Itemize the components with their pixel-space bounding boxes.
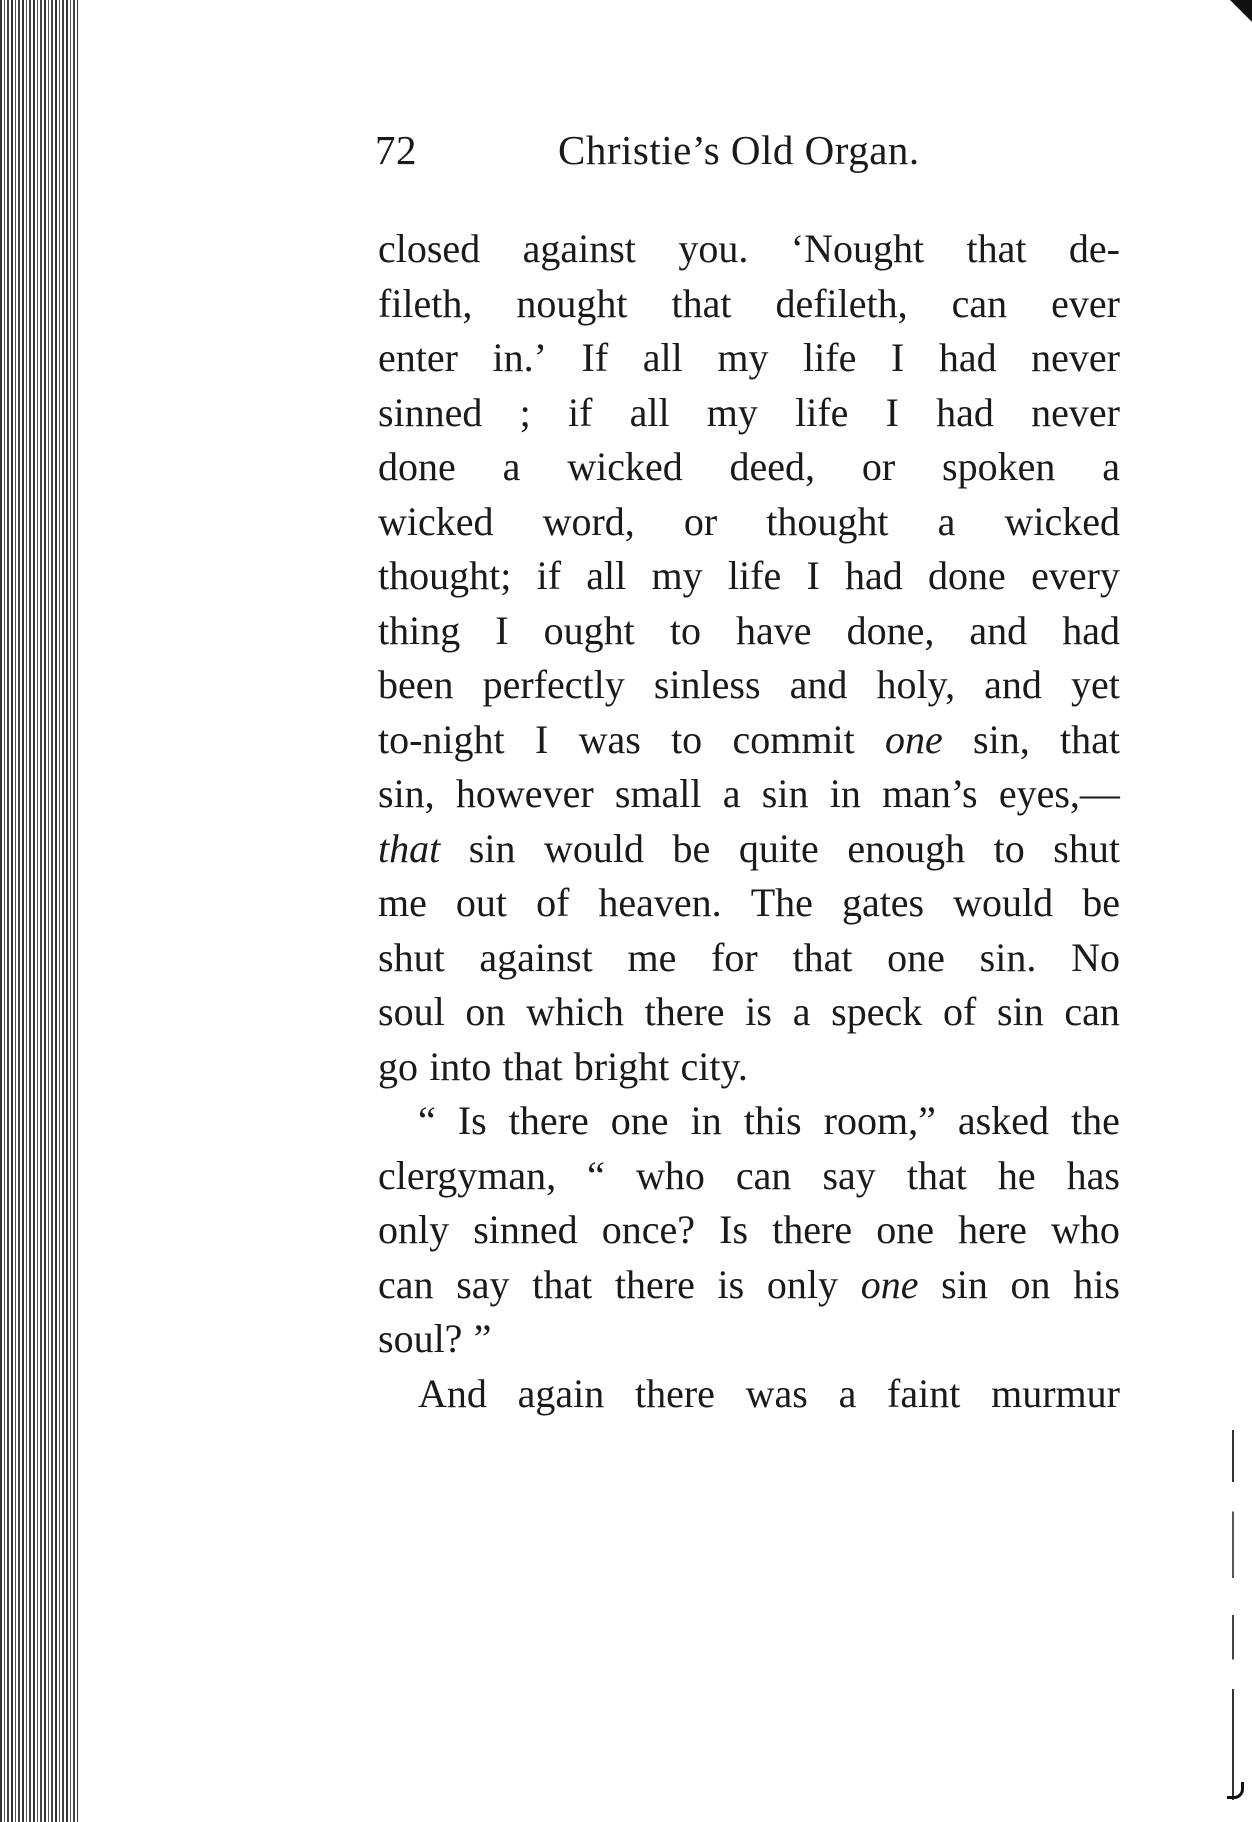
word: city.	[680, 1043, 748, 1089]
word: has	[1066, 1152, 1120, 1198]
word: go	[378, 1043, 418, 1089]
word: and	[984, 662, 1042, 707]
word: asked	[957, 1098, 1049, 1143]
running-head	[375, 126, 1120, 176]
word: I	[890, 335, 905, 380]
word: a	[722, 771, 741, 816]
word: had	[845, 553, 903, 598]
word: to	[671, 716, 703, 762]
text-line	[378, 331, 1120, 386]
word: sin	[468, 825, 516, 871]
word: wicked	[567, 444, 683, 489]
word: quite	[738, 825, 819, 871]
word: be	[672, 825, 711, 871]
word: out	[455, 880, 508, 925]
word: a	[937, 498, 956, 544]
word: to	[993, 825, 1025, 871]
word: of	[536, 880, 570, 925]
text-line	[378, 1312, 1120, 1367]
word: you.	[678, 226, 749, 271]
word: de-	[1068, 226, 1120, 271]
text-line	[378, 1258, 1120, 1313]
book-spine-edge	[0, 0, 78, 1822]
word: murmur	[991, 1370, 1120, 1416]
word: been	[378, 662, 454, 707]
word: sin	[941, 1261, 988, 1307]
word: “	[418, 1098, 436, 1143]
word: that	[671, 280, 732, 326]
word: against	[522, 226, 636, 271]
text-line	[378, 604, 1120, 659]
word: say	[822, 1152, 876, 1198]
word: say	[456, 1261, 510, 1307]
text-line	[378, 1094, 1120, 1149]
word: sin,	[973, 716, 1030, 762]
word: gates	[841, 880, 925, 925]
word: this	[743, 1098, 802, 1143]
word: if	[567, 389, 593, 435]
word: that	[906, 1152, 967, 1198]
word: defileth,	[775, 280, 908, 326]
text-line	[378, 1203, 1120, 1258]
word: sinned	[473, 1207, 578, 1252]
word: sinless	[653, 662, 761, 707]
word: enter	[378, 335, 458, 380]
word: bright	[573, 1043, 670, 1089]
italic-word: one	[860, 1261, 919, 1307]
word: fileth,	[378, 280, 473, 326]
word: his	[1073, 1261, 1120, 1307]
text-line	[378, 495, 1120, 550]
word: shut	[1053, 825, 1120, 871]
book-title: Christie’s Old Organ.	[558, 127, 920, 173]
word: life	[803, 335, 857, 380]
word: a	[792, 989, 811, 1034]
word: here	[958, 1207, 1027, 1252]
word: done	[928, 553, 1006, 598]
body-text	[378, 222, 1120, 1421]
word: had	[936, 389, 994, 435]
word: who	[1051, 1207, 1120, 1252]
word: perfectly	[482, 662, 625, 707]
word: closed	[378, 226, 481, 271]
word: of	[942, 989, 977, 1034]
word: all	[586, 553, 627, 598]
word: “	[587, 1152, 605, 1198]
word: ‘Nought	[790, 226, 925, 271]
word: into	[429, 1043, 492, 1089]
word: soul?	[378, 1316, 463, 1361]
word: that	[792, 934, 853, 980]
word: thought;	[378, 553, 512, 598]
word: would	[543, 825, 644, 871]
word: a	[502, 444, 521, 489]
word: speck	[831, 989, 923, 1034]
word: I	[534, 716, 549, 762]
word: thing	[378, 607, 461, 653]
word: once?	[601, 1207, 696, 1252]
word: me	[627, 934, 677, 980]
word: my	[706, 389, 758, 435]
text-line	[378, 931, 1120, 986]
word: my	[651, 553, 703, 598]
italic-word: one	[884, 716, 943, 762]
word: clergyman,	[378, 1152, 557, 1198]
word: is	[717, 1261, 745, 1307]
text-line	[378, 386, 1120, 441]
word: The	[750, 880, 813, 925]
word: wicked	[378, 498, 494, 544]
word: Is	[457, 1098, 487, 1143]
word: If	[581, 335, 609, 380]
word: can	[951, 280, 1008, 326]
text-line	[378, 822, 1120, 877]
word: small	[614, 771, 702, 816]
word: ;	[519, 389, 531, 435]
right-page-edge	[1232, 1430, 1234, 1800]
word: sin	[997, 989, 1044, 1034]
word: done	[378, 444, 456, 489]
word: room,”	[823, 1098, 936, 1143]
word: on	[1010, 1261, 1051, 1307]
text-line	[378, 985, 1120, 1040]
word: was	[578, 716, 641, 762]
word: faint	[887, 1370, 961, 1416]
word: eyes,—	[998, 771, 1120, 816]
word: Is	[719, 1207, 749, 1252]
word: again	[517, 1370, 605, 1416]
word: be	[1082, 880, 1120, 925]
word: every	[1031, 553, 1120, 598]
word: was	[745, 1370, 808, 1416]
word: that	[966, 226, 1027, 271]
text-line	[378, 1367, 1120, 1422]
word: who	[635, 1152, 705, 1198]
word: there	[614, 1261, 695, 1307]
word: in	[829, 771, 861, 816]
word: And	[418, 1370, 487, 1416]
word: only	[766, 1261, 839, 1307]
word: sin	[761, 771, 809, 816]
word: in.’	[492, 335, 547, 380]
word: man’s	[882, 771, 978, 816]
word: sin,	[378, 771, 435, 816]
text-line	[378, 549, 1120, 604]
word: I	[806, 553, 820, 598]
text-line	[378, 658, 1120, 713]
word: one	[876, 1207, 934, 1252]
word: holy,	[876, 662, 956, 707]
word: he	[997, 1152, 1036, 1198]
word: only	[378, 1207, 450, 1252]
right-page-edge-foot	[1227, 1782, 1244, 1799]
word: yet	[1071, 662, 1120, 707]
word: on	[465, 989, 506, 1034]
word: never	[1031, 389, 1120, 435]
word: there	[644, 989, 725, 1034]
word: there	[772, 1207, 853, 1252]
word: my	[717, 335, 769, 380]
word: soul	[378, 989, 445, 1034]
word: for	[711, 934, 758, 980]
word: never	[1031, 335, 1120, 380]
word: word,	[542, 498, 635, 544]
word: that	[532, 1261, 593, 1307]
word: that	[502, 1043, 563, 1089]
word: is	[745, 989, 772, 1034]
word: I	[885, 389, 899, 435]
word: shut	[378, 934, 445, 980]
word: and	[969, 607, 1028, 653]
text-line	[378, 1040, 1120, 1095]
text-line	[378, 713, 1120, 768]
word: the	[1071, 1098, 1120, 1143]
word: life	[795, 389, 849, 435]
word: ought	[543, 607, 635, 653]
word: there	[634, 1370, 715, 1416]
word: wicked	[1004, 498, 1120, 544]
word: can	[1064, 989, 1120, 1034]
word: enough	[847, 825, 966, 871]
word: spoken	[942, 444, 1056, 489]
word: one	[610, 1098, 669, 1143]
word: thought	[766, 498, 889, 544]
text-line	[378, 767, 1120, 822]
word: there	[508, 1098, 589, 1143]
word: can	[378, 1261, 434, 1307]
word: deed,	[729, 444, 816, 489]
word: against	[479, 934, 593, 980]
word: sin.	[979, 934, 1037, 980]
word: and	[789, 662, 848, 707]
italic-word: that	[378, 825, 441, 871]
text-line	[378, 876, 1120, 931]
word: have	[736, 607, 812, 653]
word: I	[495, 607, 509, 653]
word: ever	[1051, 280, 1120, 326]
word: had	[938, 335, 997, 380]
word: life	[727, 553, 782, 598]
word: or	[861, 444, 896, 489]
text-line	[378, 277, 1120, 332]
word: commit	[732, 716, 855, 762]
text-line	[378, 1149, 1120, 1204]
page-number: 72	[375, 127, 417, 173]
word: heaven.	[598, 880, 722, 925]
word: all	[629, 389, 670, 435]
word: a	[838, 1370, 857, 1416]
word: done,	[846, 607, 935, 653]
word: a	[1102, 444, 1120, 489]
word: that	[1059, 716, 1120, 762]
word: all	[642, 335, 683, 380]
word: however	[455, 771, 594, 816]
text-line	[378, 440, 1120, 495]
word: nought	[516, 280, 628, 326]
word: or	[683, 498, 718, 544]
word: which	[526, 989, 624, 1034]
word: to-night	[378, 716, 505, 762]
word: ”	[473, 1316, 492, 1361]
word: to	[669, 607, 701, 653]
word: No	[1071, 934, 1120, 980]
page-corner-mark	[1230, 0, 1252, 22]
text-line	[378, 222, 1120, 277]
word: had	[1062, 607, 1120, 653]
word: me	[378, 880, 427, 925]
word: in	[690, 1098, 722, 1143]
word: would	[953, 880, 1054, 925]
word: sinned	[378, 389, 483, 435]
word: can	[735, 1152, 792, 1198]
word: if	[536, 553, 562, 598]
word: one	[887, 934, 945, 980]
